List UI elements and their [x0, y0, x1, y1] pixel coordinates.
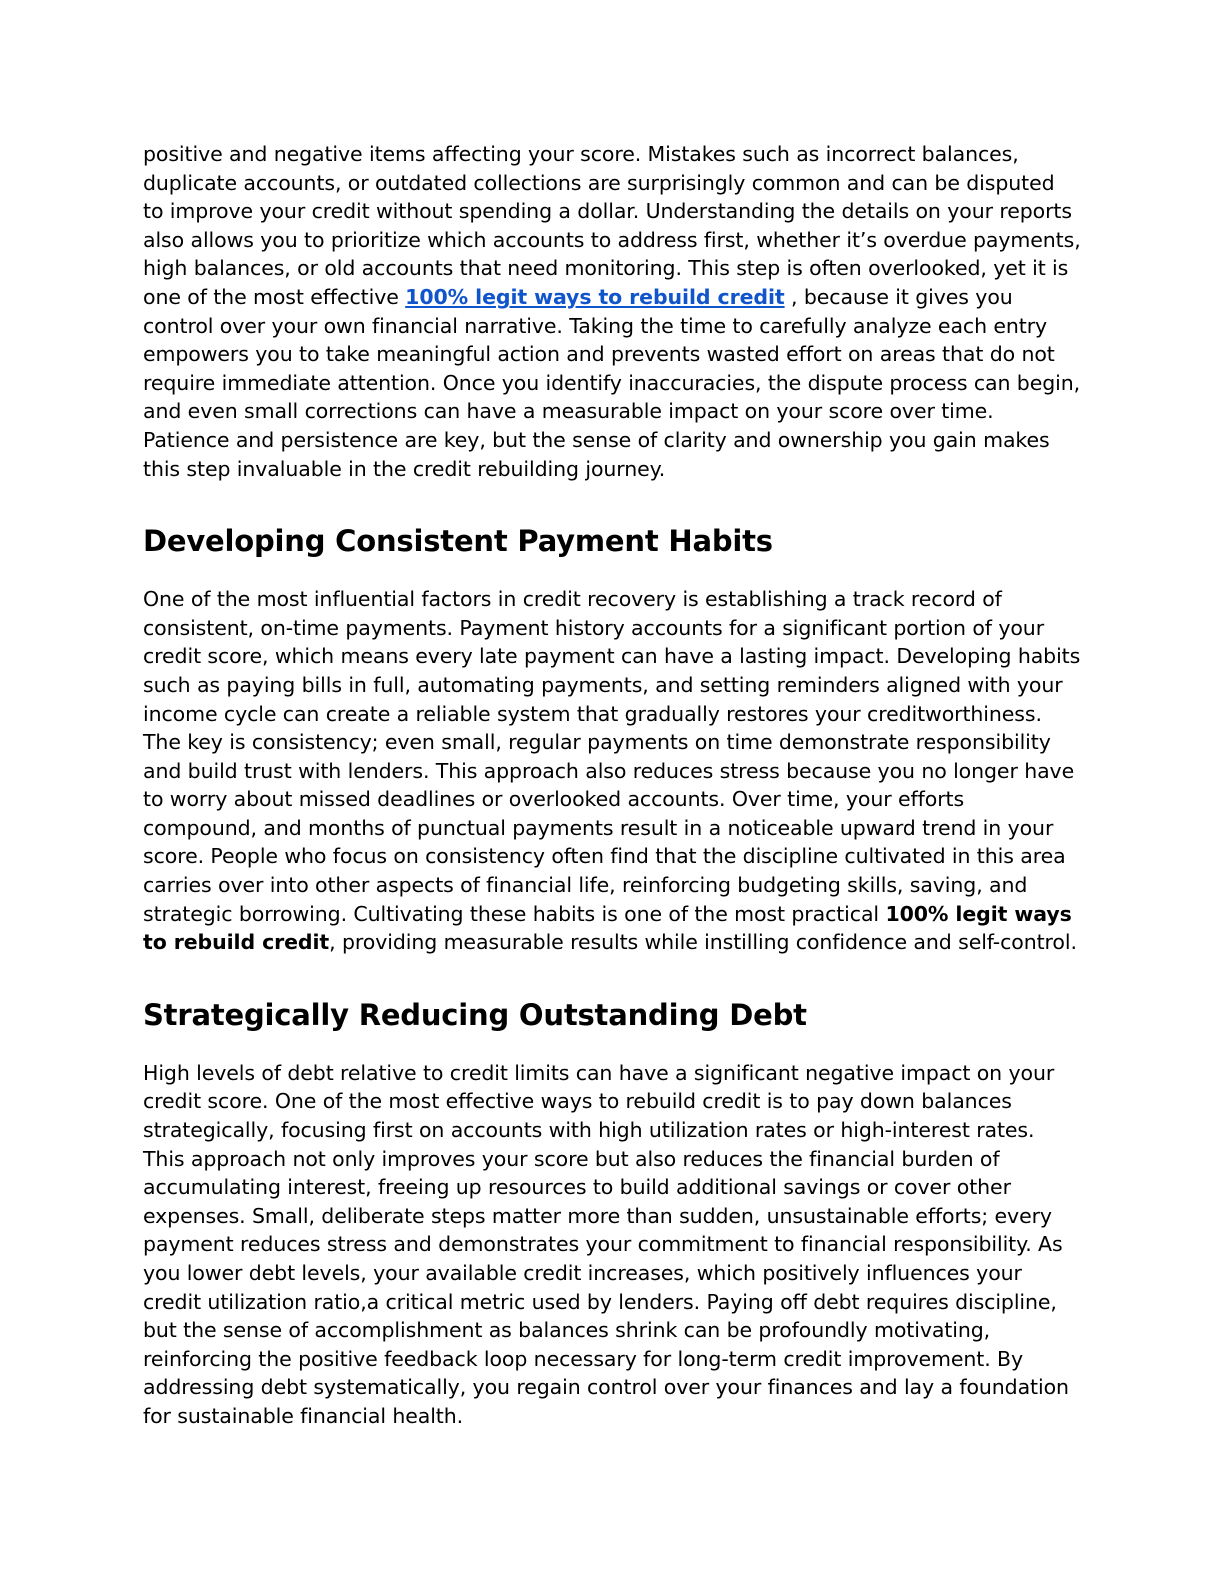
- document-body: [143, 140, 1081, 1431]
- paragraph-reducing-debt: [143, 1059, 1081, 1431]
- bold-phrase-rebuild-credit: 100% legit ways to rebuild credit: [143, 901, 1072, 955]
- paragraph-text: positive and negative items affecting your score. Mistakes such as incorrect balances, duplicate accounts, or outdated collections are surprisingly common and can be disputed to improve your credit without spending a dollar. Understanding the details on your reports also allows you to prioritize which accounts to address first, whether it’s overdue payments, high balances, or old accounts that need monitoring. This step is often overlooked, yet it is one of the most effective: [143, 142, 1081, 309]
- heading-payment-habits: Developing Consistent Payment Habits: [143, 524, 773, 559]
- paragraph-text: High levels of debt relative to credit limits can have a significant negative impact on your credit score. One of the most effective ways to rebuild credit is to pay down balances strategically, focusing first on accounts with high utilization rates or high-interest rates. This approach not only improves your score but also reduces the financial burden of accumulating interest, freeing up resources to build additional savings or cover other expenses. Small, deliberate steps matter more than sudden, unsustainable efforts; every payment reduces stress and demonstrates your commitment to financial responsibility. As you lower debt levels, your available credit increases, which positively influences your credit utilization ratio,a critical metric used by lenders. Paying off debt requires discipline, but the sense of accomplishment as balances shrink can be profoundly motivating, reinforcing the positive feedback loop necessary for long-term credit improvement. By addressing debt systematically, you regain control over your finances and lay a foundation for sustainable financial health.: [143, 1060, 1069, 1428]
- heading-reducing-debt: Strategically Reducing Outstanding Debt: [143, 997, 807, 1032]
- paragraph-text: , because it gives you control over your own financial narrative. Taking the time to carefully analyze each entry empowers you to take meaningful action and prevents wasted effort on areas that do not require immediate attention. Once you identify inaccuracies, the dispute process can begin, and even small corrections can have a measurable impact on your score over time. Patience and persistence are key, but the sense of clarity and ownership you gain makes this step invaluable in the credit rebuilding journey.: [143, 284, 1081, 481]
- paragraph-payment-habits: [143, 585, 1081, 957]
- paragraph-credit-reports: [143, 140, 1081, 483]
- paragraph-text: One of the most influential factors in credit recovery is establishing a track record of consistent, on-time payments. Payment history accounts for a significant portion of your credit score, which means every late payment can have a lasting impact. Developing habits such as paying bills in full, automating payments, and setting reminders aligned with your income cycle can create a reliable system that gradually restores your creditworthiness. The key is consistency; even small, regular payments on time demonstrate responsibility and build trust with lenders. This approach also reduces stress because you no longer have to worry about missed deadlines or overlooked accounts. Over time, your efforts compound, and months of punctual payments result in a noticeable upward trend in your score. People who focus on consistency often find that the discipline cultivated in this area carries over into other aspects of financial life, reinforcing budgeting skills, saving, and strategic borrowing. Cultivating these habits is one of the most practical: [143, 587, 1081, 926]
- inline-link-rebuild-credit[interactable]: 100% legit ways to rebuild credit: [405, 284, 785, 309]
- paragraph-text: , providing measurable results while instilling confidence and self-control.: [329, 930, 1077, 955]
